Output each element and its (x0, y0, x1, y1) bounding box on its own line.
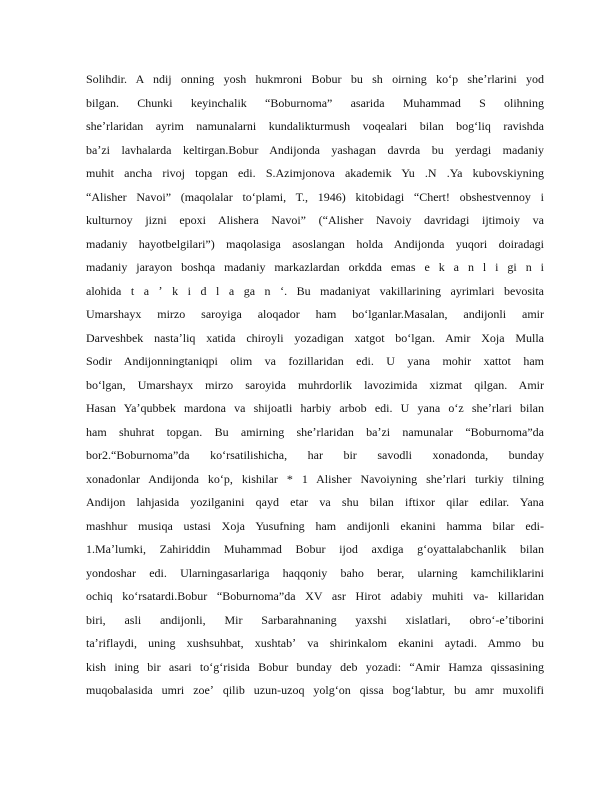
text-line: alohida t a ʼ k i d l a ga n ʻ. Bu madaniyat vakillarining ayrimlari bevosita (86, 283, 544, 298)
text-line: muhit ancha rivoj topgan edi. S.Azimjonova akademik Yu .N .Ya kubovskiyning (86, 166, 544, 180)
text-line: bor2.“Boburnoma”da koʻrsatilishicha, har bir savodli xonadonda, bunday (86, 448, 544, 462)
text-line: “Alisher Navoi” (maqolalar toʻplami, T., 1946) kitobidagi “Chert! obshestvennoy i (86, 189, 544, 204)
text-line: 1.Maʼlumki, Zahiriddin Muhammad Bobur ijod axdiga gʻoyattalabchanlik bilan (86, 542, 544, 556)
text-line: Solihdir. A ndij onning yosh hukmroni Bobur bu sh oirning koʻp sheʼrlarini yod (86, 72, 544, 86)
text-line: Hasan Yaʼqubbek mardona va shijoatli harbiy arbob edi. U yana oʻz sheʼrlari bilan (86, 401, 544, 415)
text-line: Umarshayx mirzo saroyiga aloqador ham boʻlganlar.Masalan, andijonli amir (86, 307, 544, 321)
text-line: xonadonlar Andijonda koʻp, kishilar * 1 Alisher Navoiyning sheʼrlari turkiy tilning (86, 471, 544, 486)
text-line: ochiq koʻrsatardi.Bobur “Boburnoma”da XV asr Hirot adabiy muhiti va- killaridan (86, 589, 544, 603)
text-line: kish ining bir asari toʻgʻrisida Bobur bunday deb yozadi: “Amir Hamza qissasining (86, 659, 544, 674)
text-line: Andijon lahjasida yozilganini qayd etar va shu bilan iftixor qilar edilar. Yana (86, 495, 544, 509)
text-line: bilgan. Chunki keyinchalik “Boburnoma” asarida Muhammad S olihning (86, 95, 544, 110)
text-line: baʼzi lavhalarda keltirgan.Bobur Andijonda yashagan davrda bu yerdagi madaniy (86, 142, 544, 157)
text-line: kulturnoy jizni epoxi Alishera Navoi” (“Alisher Navoiy davridagi ijtimoiy va (86, 213, 544, 227)
text-line: sheʼrlaridan ayrim namunalarni kundalikturmush voqealari bilan bogʻliq ravishda (86, 119, 544, 133)
text-line: Darveshbek nastaʼliq xatida chiroyli yozadigan xatgot boʻlgan. Amir Xoja Mulla (86, 330, 544, 345)
text-line: ham shuhrat topgan. Bu amirning sheʼrlaridan baʼzi namunalar “Boburnoma”da (86, 424, 544, 439)
document-body (86, 68, 544, 703)
text-line: yondoshar edi. Ularningasarlariga haqqoniy baho berar, ularning kamchiliklarini (86, 565, 544, 580)
text-line: biri, asli andijonli, Mir Sarbarahnaning yaxshi xislatlari, obroʻ-eʼtiborini (86, 612, 544, 627)
text-line: muqobalasida umri zoeʼ qilib uzun-uzoq yolgʻon qissa bogʻlabtur, bu amr muxolifi (86, 683, 544, 697)
text-line: Sodir Andijonningtaniqpi olim va fozillaridan edi. U yana mohir xattot ham (86, 354, 544, 368)
text-line: madaniy jarayon boshqa madaniy markazlardan orkdda emas e k a n l i gi n i (86, 260, 544, 274)
text-line: boʻlgan, Umarshayx mirzo saroyida muhrdorlik lavozimida xizmat qilgan. Amir (86, 377, 544, 392)
text-line: taʼriflaydi, uning xushsuhbat, xushtabʼ va shirinkalom ekanini aytadi. Ammo bu (86, 636, 544, 650)
text-line: mashhur musiqa ustasi Xoja Yusufning ham andijonli ekanini hamma bilar edi- (86, 518, 544, 533)
text-line: madaniy hayotbelgilari”) maqolasiga asoslangan holda Andijonda yuqori doiradagi (86, 236, 544, 251)
